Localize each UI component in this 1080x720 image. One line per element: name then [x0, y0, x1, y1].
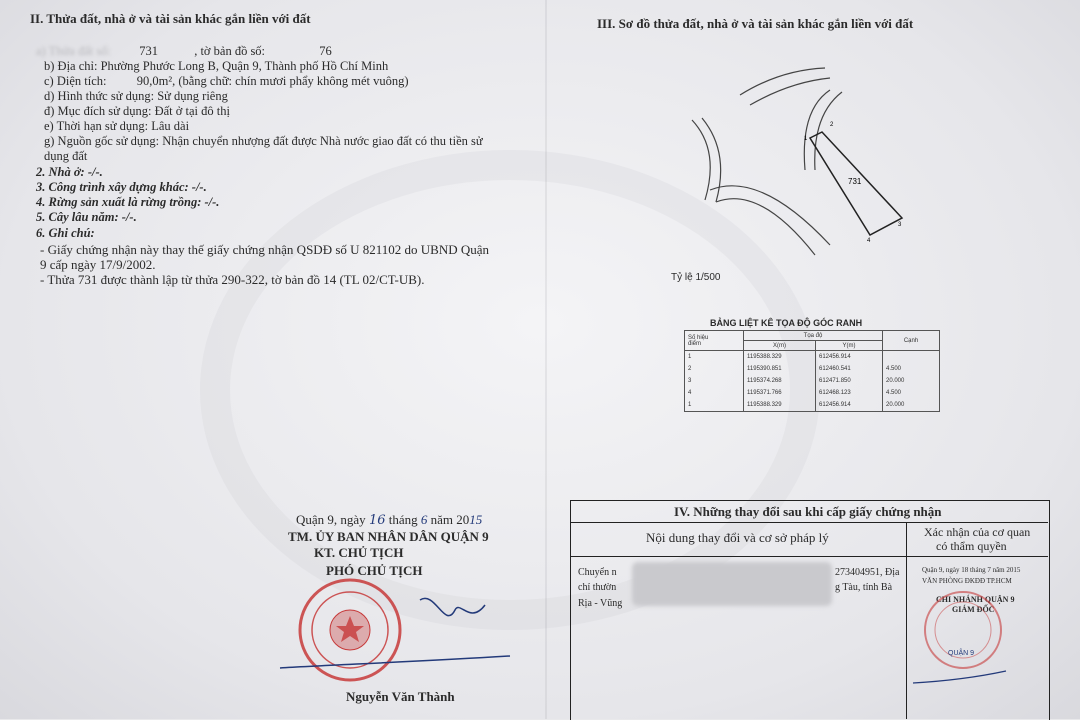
date-year: 15: [469, 512, 483, 527]
usage-origin-line-2: dụng đất: [44, 149, 88, 163]
address-line: b) Địa chỉ: Phường Phước Long B, Quận 9, Thành phố Hồ Chí Minh: [44, 59, 389, 73]
date-month: 6: [420, 512, 428, 527]
usage-term-line: e) Thời hạn sử dụng: Lâu dài: [44, 119, 190, 133]
perennial-item: 5. Cây lâu năm: -/-.: [36, 210, 137, 224]
changes-column-header: Nội dung thay đổi và cơ sở pháp lý: [646, 530, 829, 545]
change-entry-l2a: chỉ thườn: [578, 582, 617, 593]
confirm-column-header: Xác nhận của cơ quan có thẩm quyền: [924, 525, 1031, 553]
section-ii-title: II. Thửa đất, nhà ở và tài sản khác gắn liền với đất: [30, 11, 311, 26]
change-entry-l1a: Chuyển n: [578, 567, 617, 578]
vertex-1: 1: [804, 136, 808, 142]
date-month-label: tháng: [388, 512, 418, 527]
change-entry-l2b: g Tàu, tỉnh Bà: [835, 582, 893, 593]
kt-chairman: KT. CHỦ TỊCH: [314, 545, 404, 560]
confirm-stamp-text: QUẬN 9: [948, 650, 975, 657]
parcel-line: [36, 44, 332, 58]
redacted-text: [632, 562, 832, 606]
forest-item: 4. Rừng sản xuất là rừng trồng: -/-.: [36, 195, 220, 209]
area-label: c) Diện tích:: [44, 74, 107, 88]
authority-line: TM. ỦY BAN NHÂN DÂN QUẬN 9: [288, 529, 489, 544]
table-row: 4 1195371.766 612468.123 4.500: [685, 387, 940, 399]
table-row: 1 1195388.329 612456.914: [685, 351, 940, 364]
change-entry-l1b: 273404951, Địa: [835, 567, 900, 578]
section-iv-header-divider: [570, 556, 1048, 557]
handwritten-signature: [420, 598, 485, 615]
section-iv-column-divider: [906, 522, 907, 719]
notes-title: 6. Ghi chú:: [36, 226, 95, 240]
construction-item: 3. Công trình xây dựng khác: -/-.: [36, 180, 207, 194]
confirm-date: Quận 9, ngày 18 tháng 7 năm 2015: [922, 566, 1021, 574]
map-sheet-number: 76: [319, 44, 332, 58]
signature-underline: [280, 656, 510, 668]
date-prefix: Quận 9, ngày: [296, 512, 366, 527]
vertex-3: 3: [898, 222, 902, 228]
coord-header-y: Y(m): [816, 341, 883, 351]
table-row: 3 1195374.268 612471.850 20.000: [685, 375, 940, 387]
coord-header-x: X(m): [744, 341, 816, 351]
usage-purpose-line: đ) Mục đích sử dụng: Đất ở tại đô thị: [44, 104, 230, 118]
map-sheet-label: , tờ bản đồ số:: [194, 44, 266, 58]
coord-header-coords: Tọa độ: [744, 331, 883, 341]
page-fold: [545, 0, 547, 719]
coord-table-title: BẢNG LIỆT KÊ TỌA ĐỘ GÓC RANH: [710, 318, 863, 328]
confirm-branch: CHI NHÁNH QUẬN 9: [936, 595, 1015, 604]
area-line: [44, 74, 409, 88]
note-1-cont: 9 cấp ngày 17/9/2002.: [40, 257, 156, 272]
area-value: 90,0m², (bằng chữ: chín mươi phẩy không mét vuông): [136, 74, 409, 88]
confirm-director: GIÁM ĐỐC: [952, 605, 995, 614]
coord-table: [684, 330, 940, 412]
note-1: - Giấy chứng nhận này thay thế giấy chứng nhận QSDĐ số U 821102 do UBND Quận: [40, 242, 490, 257]
usage-origin-line: g) Nguồn gốc sử dụng: Nhận chuyển nhượng đất được Nhà nước giao đất có thu tiền sử: [44, 134, 483, 148]
section-iv-title: IV. Những thay đổi sau khi cấp giấy chứng nhận: [674, 504, 942, 519]
map-scale: Tỷ lệ 1/500: [671, 272, 721, 283]
signer-name: Nguyễn Văn Thành: [346, 689, 455, 704]
table-row: 2 1195390.851 612460.541 4.500: [685, 363, 940, 375]
stamp-and-signature: [270, 570, 520, 690]
section-iv-divider: [570, 522, 1048, 523]
change-entry-l3: Rịa - Vũng: [578, 598, 623, 609]
section-iii-title: III. Sơ đồ thửa đất, nhà ở và tài sản khác gắn liền với đất: [597, 16, 914, 31]
usage-form-line: d) Hình thức sử dụng: Sử dụng riêng: [44, 89, 228, 103]
confirm-stamp: [908, 585, 1008, 695]
note-2: - Thửa 731 được thành lập từ thửa 290-322, tờ bản đồ 14 (TL 02/CT-UB).: [40, 272, 425, 287]
date-day: 16: [368, 513, 386, 528]
vertex-2: 2: [830, 122, 834, 128]
house-item: 2. Nhà ở: -/-.: [36, 165, 103, 179]
parcel-number: 731: [139, 44, 158, 58]
deputy-chairman: PHÓ CHỦ TỊCH: [326, 563, 423, 578]
parcel-label-blurred: a) Thửa đất số:: [36, 44, 111, 58]
table-row: 1 1195388.329 612456.914 20.000: [685, 399, 940, 412]
sign-date: [296, 513, 482, 528]
parcel-map: [680, 60, 920, 270]
coord-header-point: Số hiệu điểm: [685, 331, 744, 351]
parcel-map-label: 731: [848, 177, 862, 186]
coord-header-edge: Cạnh: [883, 331, 940, 351]
vertex-4: 4: [867, 238, 871, 244]
date-year-label: năm 20: [430, 512, 470, 527]
confirm-office: VĂN PHÒNG ĐKĐĐ TP.HCM: [922, 577, 1012, 585]
